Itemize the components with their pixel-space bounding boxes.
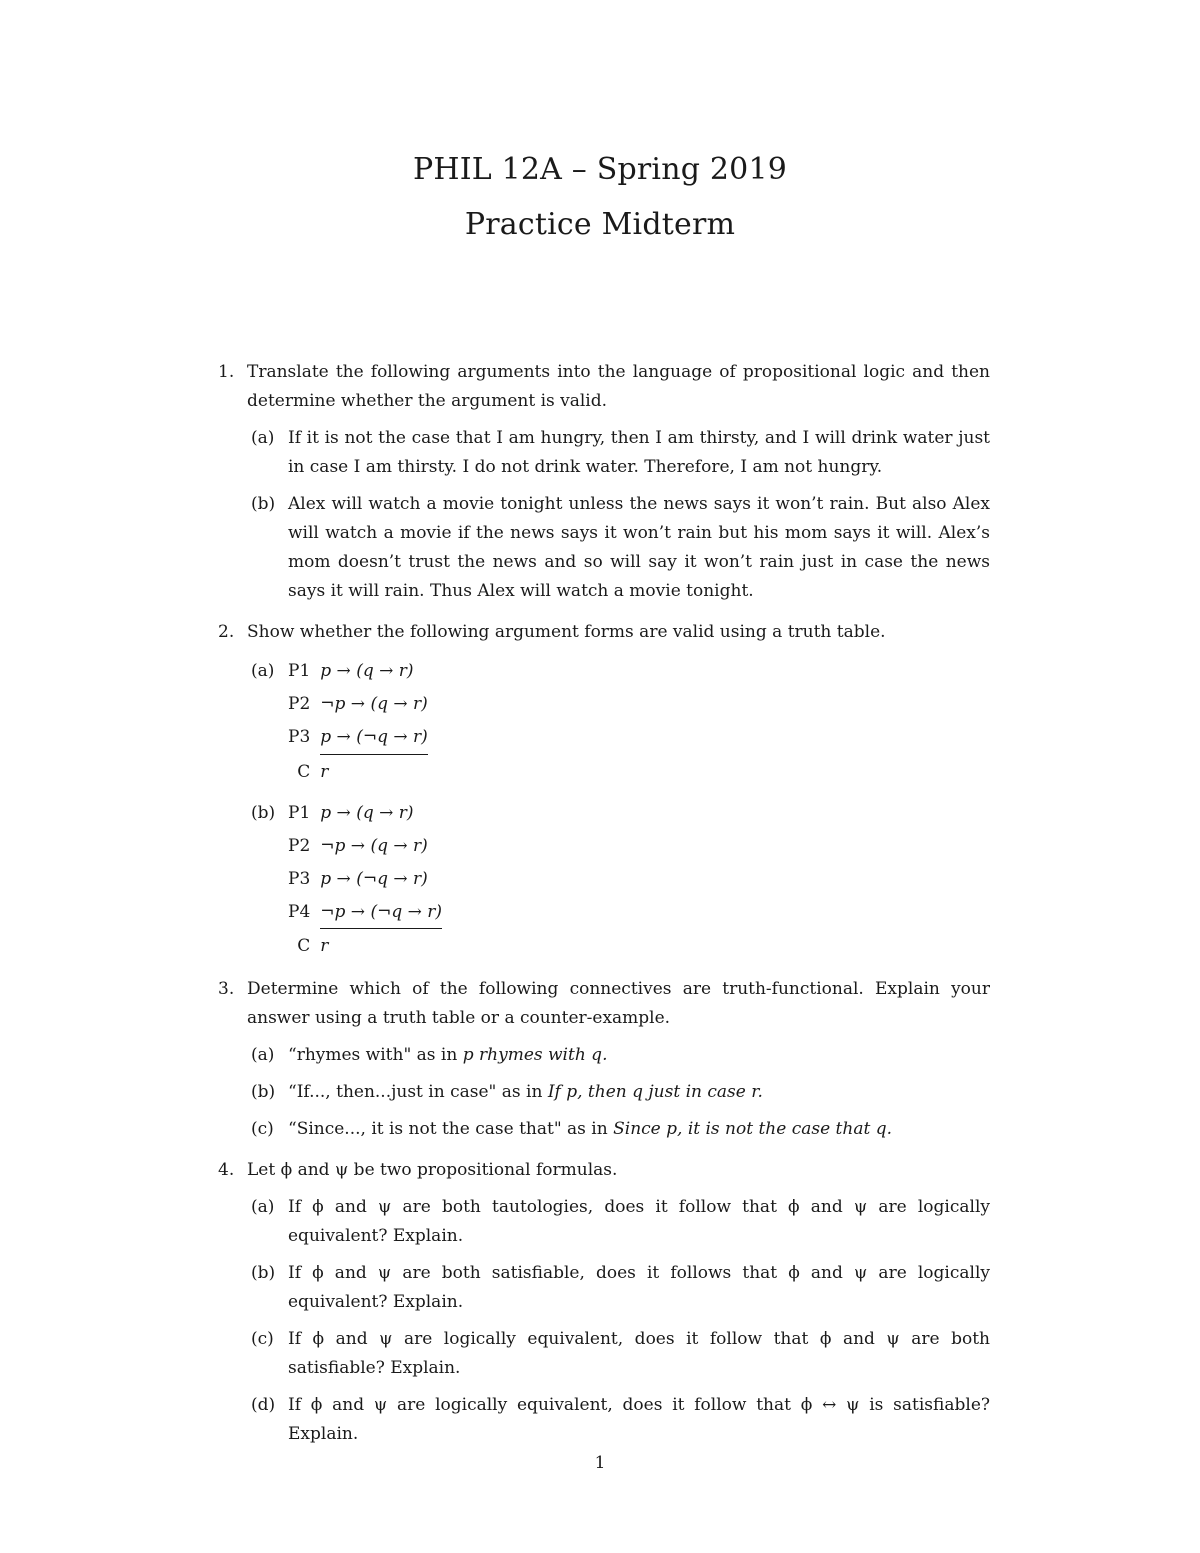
premise-label: P3: [288, 868, 311, 889]
question-2: [218, 618, 990, 963]
subquestion-label: (b): [251, 1263, 276, 1283]
premise-line: [288, 896, 442, 929]
subquestion-label: (d): [251, 1395, 276, 1415]
question-2a: [247, 655, 990, 789]
question-number: 1.: [218, 362, 235, 382]
subquestion-label: (a): [251, 428, 275, 448]
subquestion-text: If ϕ and ψ are logically equivalent, does it follow that ϕ and ψ are both satisfiable? Explain.: [288, 1329, 990, 1378]
premise-formula: p → (q → r): [320, 802, 414, 823]
subquestion-label: (b): [251, 802, 276, 823]
question-3: [218, 975, 990, 1144]
question-1b: [247, 490, 990, 606]
question-list: [218, 358, 990, 1449]
document-title: PHIL 12A – Spring 2019: [412, 152, 788, 187]
question-2b: [247, 797, 990, 964]
subquestion-label: (a): [251, 1045, 275, 1065]
subquestion-label: (b): [251, 1082, 276, 1102]
subquestion-label: (b): [251, 494, 276, 514]
conclusion-label: C: [297, 761, 311, 782]
premise-formula: p → (¬q → r): [320, 721, 428, 754]
subquestion-example: Since p, it is not the case that q.: [613, 1119, 892, 1139]
subquestion-label: (a): [251, 1197, 275, 1217]
question-number: 4.: [218, 1160, 235, 1180]
question-4d: [247, 1391, 990, 1449]
question-3c: [247, 1115, 990, 1144]
premise-label: P3: [288, 727, 311, 747]
question-text: Show whether the following argument forms are valid using a truth table.: [247, 622, 886, 642]
premise-formula: ¬p → (q → r): [320, 835, 428, 856]
question-text: Determine which of the following connectives are truth-functional. Explain your answer using a truth table or a counter-example.: [247, 979, 990, 1028]
subquestion-text: If ϕ and ψ are both tautologies, does it follow that ϕ and ψ are logically equivalent? Explain.: [288, 1197, 990, 1246]
premise-label: P2: [288, 694, 311, 714]
premise-formula: ¬p → (¬q → r): [320, 896, 442, 929]
conclusion-line: [288, 754, 428, 789]
subquestion-label: (c): [251, 1329, 274, 1349]
question-4: [218, 1156, 990, 1449]
conclusion-label: C: [297, 936, 311, 956]
argument-form-a: [288, 655, 428, 789]
premise-line: [288, 721, 428, 754]
question-3b: [247, 1078, 990, 1107]
premise-formula: ¬p → (q → r): [320, 694, 428, 714]
premise-line: [288, 863, 442, 896]
premise-label: P1: [288, 802, 311, 823]
question-1: [218, 358, 990, 606]
question-4b: [247, 1259, 990, 1317]
premise-label: P4: [288, 901, 311, 922]
premise-line: [288, 830, 442, 863]
premise-line: [288, 655, 428, 688]
subquestion-text: “Since..., it is not the case that" as in: [288, 1119, 608, 1139]
question-3a: [247, 1041, 990, 1070]
premise-label: P2: [288, 835, 311, 856]
premise-formula: p → (q → r): [320, 661, 414, 681]
subquestion-text: Alex will watch a movie tonight unless the news says it won’t rain. But also Alex will watch a movie if the news says it won’t rain but his mom says it will. Alex’s mom doesn’t trust the news and so will say it won’t rain just in case the news says it will rain. Thus Alex will watch a movie tonight.: [288, 494, 990, 601]
page-number: 1: [594, 1453, 606, 1473]
subquestion-example: p rhymes with q.: [462, 1045, 608, 1065]
question-number: 3.: [218, 979, 235, 999]
subquestion-text: “If..., then...just in case" as in: [288, 1082, 543, 1102]
premise-formula: p → (¬q → r): [320, 868, 428, 889]
subquestion-text: If ϕ and ψ are logically equivalent, does it follow that ϕ ↔ ψ is satisfiable? Explain.: [288, 1395, 990, 1444]
subquestion-label: (c): [251, 1119, 274, 1139]
conclusion-formula: r: [320, 936, 329, 956]
conclusion-formula: r: [320, 761, 329, 782]
premise-label: P1: [288, 661, 311, 681]
question-1a: [247, 424, 990, 482]
subquestion-text: If ϕ and ψ are both satisfiable, does it follows that ϕ and ψ are logically equivalent? Explain.: [288, 1263, 990, 1312]
conclusion-line: [288, 929, 442, 964]
document-subtitle: Practice Midterm: [464, 207, 736, 242]
subquestion-label: (a): [251, 661, 275, 681]
argument-form-b: [288, 797, 442, 964]
premise-line: [288, 688, 428, 721]
question-text: Let ϕ and ψ be two propositional formulas.: [247, 1160, 618, 1180]
subquestion-example: If p, then q just in case r.: [547, 1082, 763, 1102]
question-number: 2.: [218, 622, 235, 642]
question-4a: [247, 1193, 990, 1251]
subquestion-text: If it is not the case that I am hungry, then I am thirsty, and I will drink water just in case I am thirsty. I do not drink water. Therefore, I am not hungry.: [288, 428, 990, 477]
question-4c: [247, 1325, 990, 1383]
premise-line: [288, 797, 442, 830]
subquestion-text: “rhymes with" as in: [288, 1045, 458, 1065]
question-text: Translate the following arguments into the language of propositional logic and then determine whether the argument is valid.: [247, 362, 990, 411]
